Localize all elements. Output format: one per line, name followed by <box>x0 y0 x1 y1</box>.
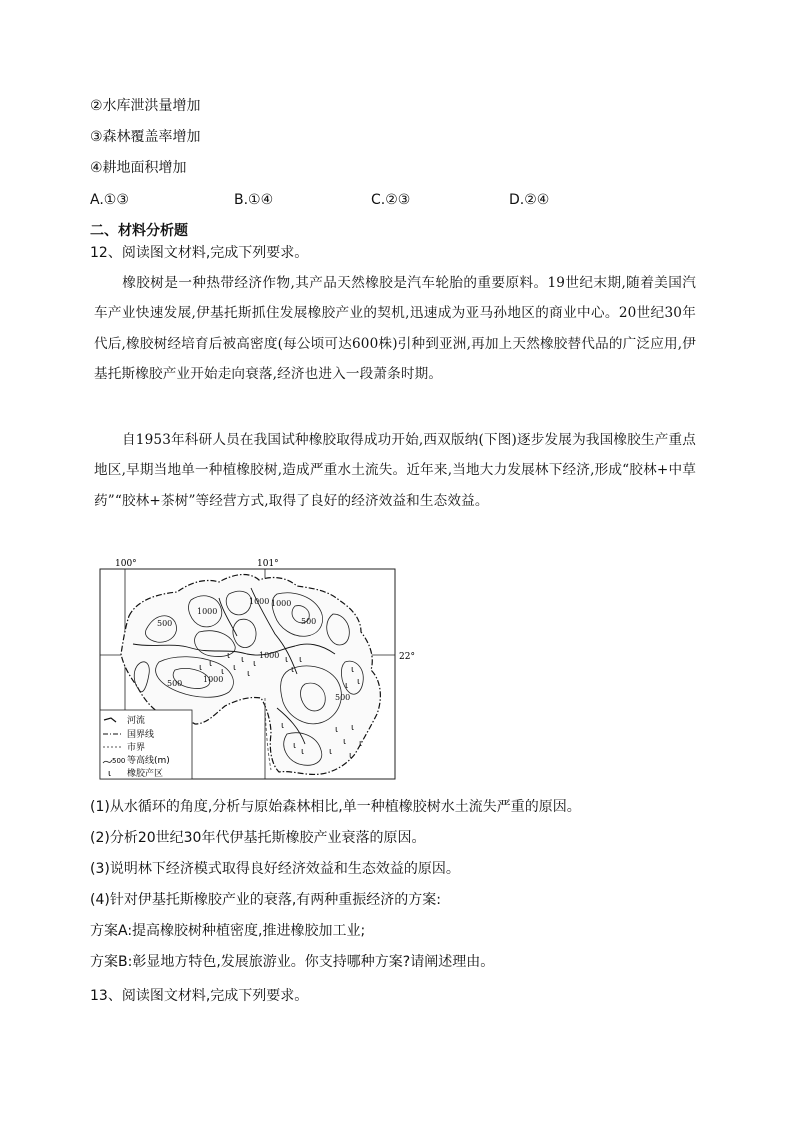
question-12-part-1: (1)从水循环的角度,分析与原始森林相比,单一种植橡胶树水土流失严重的原因。 <box>90 799 581 815</box>
svg-text:ɩ: ɩ <box>241 655 245 665</box>
option-a: A.①③ <box>90 192 129 208</box>
plan-b: 方案B:彰显地方特色,发展旅游业。你支持哪种方案?请阐述理由。 <box>90 954 495 970</box>
contour-label: 500 <box>301 617 317 626</box>
question-12-part-2: (2)分析20世纪30年代伊基托斯橡胶产业衰落的原因。 <box>90 830 426 846</box>
plan-a: 方案A:提高橡胶树种植密度,推进橡胶加工业; <box>90 923 366 939</box>
contour-label: 500 <box>335 693 351 702</box>
question-12-stem: 12、阅读图文材料,完成下列要求。 <box>90 245 309 261</box>
question-12-part-3: (3)说明林下经济模式取得良好经济效益和生态效益的原因。 <box>90 861 460 877</box>
svg-text:ɩ: ɩ <box>345 681 349 691</box>
svg-text:ɩ: ɩ <box>299 655 303 665</box>
contour-label: 500 <box>157 619 173 628</box>
svg-text:ɩ: ɩ <box>221 667 225 677</box>
svg-text:ɩ: ɩ <box>351 723 355 733</box>
choice-item-2: ②水库泄洪量增加 <box>90 98 201 114</box>
svg-text:ɩ: ɩ <box>349 751 353 761</box>
svg-text:ɩ: ɩ <box>329 747 333 757</box>
question-13-stem: 13、阅读图文材料,完成下列要求。 <box>90 988 309 1004</box>
contour-label: 1000 <box>259 651 280 660</box>
contour-label: 500 <box>167 679 183 688</box>
svg-text:ɩ: ɩ <box>357 677 361 687</box>
legend-city-border-label: 市界 <box>127 743 146 753</box>
svg-text:ɩ: ɩ <box>291 665 295 675</box>
svg-text:ɩ: ɩ <box>285 655 289 665</box>
svg-text:ɩ: ɩ <box>199 663 203 673</box>
option-d: D.②④ <box>509 192 550 208</box>
choice-item-3: ③森林覆盖率增加 <box>90 129 201 145</box>
svg-text:ɩ: ɩ <box>293 741 297 751</box>
svg-text:ɩ: ɩ <box>233 663 237 673</box>
svg-text:ɩ: ɩ <box>253 659 257 669</box>
material-paragraph-1-text: 橡胶树是一种热带经济作物,其产品天然橡胶是汽车轮胎的重要原料。19世纪末期,随着美国汽车产业快速发展,伊基托斯抓住发展橡胶产业的契机,迅速成为亚马孙地区的商业中心。20世纪30年代后,橡胶树经培育后被高密度(每公顷可达600株)引种到亚洲,再加上天然橡胶替代品的广泛应用,伊基托斯橡胶产业开始走向衰落,经济也进入一段萧条时期。 <box>94 275 696 383</box>
contour-label: 1000 <box>249 597 270 606</box>
choice-item-4: ④耕地面积增加 <box>90 160 187 176</box>
option-c: C.②③ <box>371 192 411 208</box>
svg-text:ɩ: ɩ <box>247 669 251 679</box>
longitude-label-101: 101° <box>257 559 279 569</box>
material-paragraph-2 <box>94 425 696 516</box>
legend-contour-sample: 500 <box>112 757 126 765</box>
latitude-label-22: 22° <box>399 652 415 662</box>
section-title: 二、材料分析题 <box>90 223 188 239</box>
svg-text:ɩ: ɩ <box>281 721 285 731</box>
map-legend <box>100 710 192 779</box>
material-paragraph-1 <box>94 268 696 390</box>
legend-contour-label: 等高线(m) <box>127 756 170 766</box>
question-12-part-4: (4)针对伊基托斯橡胶产业的衰落,有两种重振经济的方案: <box>90 892 441 908</box>
svg-text:ɩ: ɩ <box>209 659 213 669</box>
svg-text:ɩ: ɩ <box>359 739 363 749</box>
legend-rubber-symbol: ɩ <box>108 769 112 779</box>
option-b: B.①④ <box>234 192 274 208</box>
legend-river-label: 河流 <box>127 716 146 726</box>
svg-text:ɩ: ɩ <box>227 651 231 661</box>
longitude-label-100: 100° <box>115 559 137 569</box>
svg-text:ɩ: ɩ <box>343 737 347 747</box>
xishuangbanna-map <box>99 558 419 786</box>
material-paragraph-2-text: 自1953年科研人员在我国试种橡胶取得成功开始,西双版纳(下图)逐步发展为我国橡胶生产重点地区,早期当地单一种植橡胶树,造成严重水土流失。近年来,当地大力发展林下经济,形成“胶林+中草药”“胶林+茶树”等经营方式,取得了良好的经济效益和生态效益。 <box>94 432 696 509</box>
legend-border-label: 国界线 <box>127 730 155 740</box>
contour-label: 1000 <box>197 607 218 616</box>
legend-rubber-label: 橡胶产区 <box>127 769 164 779</box>
svg-text:ɩ: ɩ <box>301 747 305 757</box>
svg-text:ɩ: ɩ <box>351 665 355 675</box>
contour-label: 1000 <box>271 599 292 608</box>
contour-label: 1000 <box>203 675 224 684</box>
svg-text:ɩ: ɩ <box>335 725 339 735</box>
